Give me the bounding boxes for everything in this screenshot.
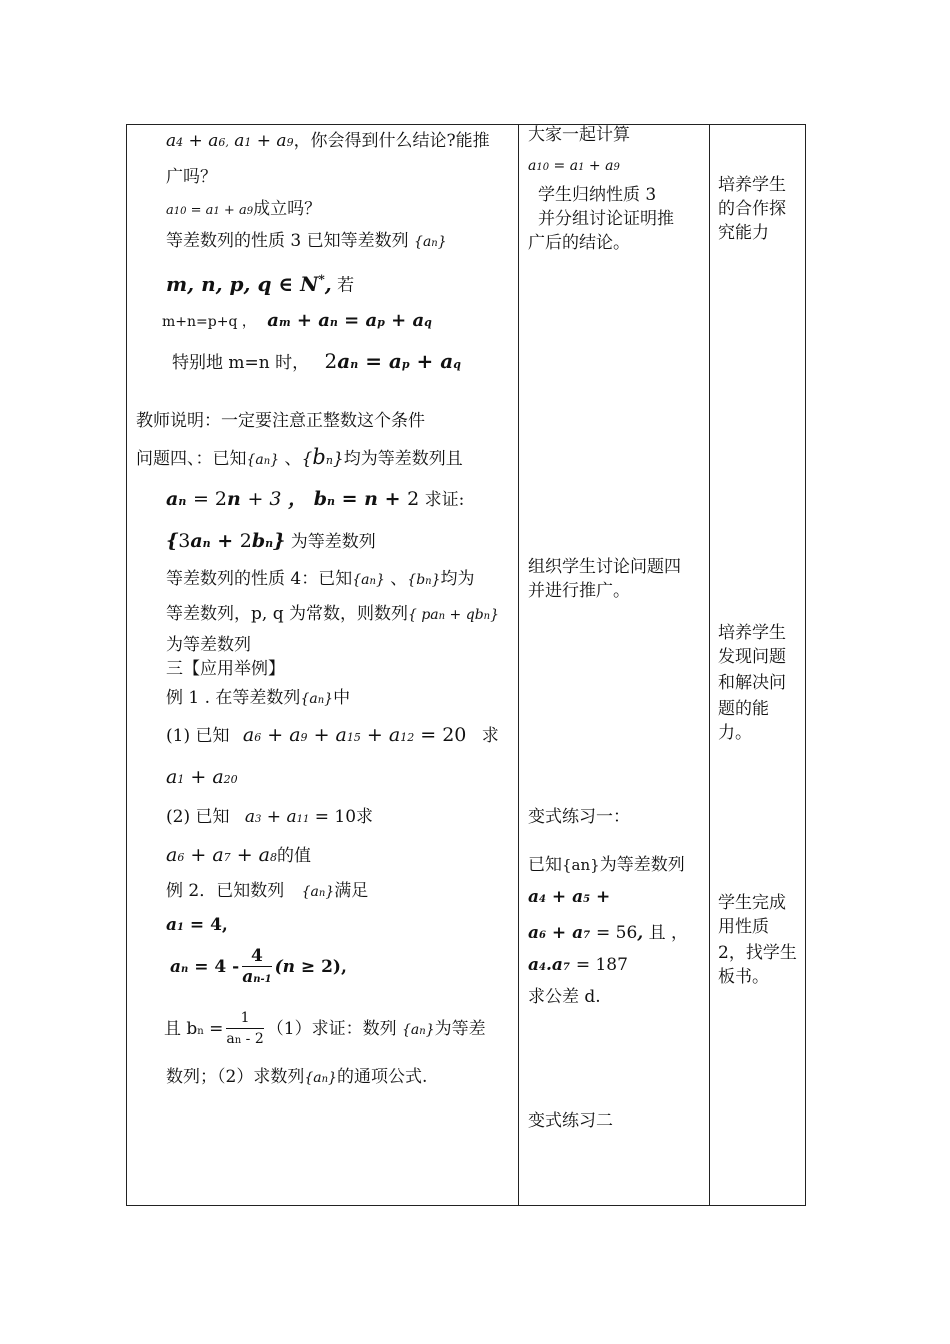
example-2-title	[166, 880, 368, 905]
variant-1-ask: 求公差 d.	[528, 987, 601, 1007]
section-title: 三【应用举例】	[166, 659, 285, 679]
goal-2-line-5: 力。	[718, 723, 752, 743]
ex1-q1-target-formula: a1 + a20	[166, 766, 238, 788]
variant-1-line-2	[528, 886, 610, 911]
ex2-b-seq: {an}	[402, 1022, 435, 1038]
example-1-q2-target	[166, 844, 311, 869]
ex2-rec-num: 4	[242, 946, 271, 967]
q4-seq-text: 为等差数列	[290, 532, 376, 552]
q4-seq-bn: {bn}	[301, 445, 344, 469]
variant-exercise-2: 变式练习二	[528, 1111, 613, 1131]
variant-1-seq: {an}	[562, 856, 600, 874]
text-line-6	[162, 310, 432, 334]
text-line-2: 广吗？	[166, 167, 217, 187]
ex1-q1-formula: a6 + a9 + a15 + a12 = 20	[242, 724, 467, 746]
text-line-4	[166, 230, 447, 255]
example-1-title	[166, 687, 350, 712]
ex2-tail: 满足	[334, 881, 369, 901]
ex2-last-text-2: 的通项公式.	[336, 1067, 428, 1087]
ex2-last-text-1: 数列；（2）求数列	[166, 1067, 305, 1087]
ex1-q1-label: (1) 已知	[166, 726, 230, 746]
example-2-bn-line	[164, 1006, 486, 1055]
question-4-line-3	[166, 530, 376, 555]
p4-seq-an: {an}	[352, 572, 385, 588]
example-2-last-line	[166, 1066, 427, 1091]
q4-seq-an: {an}	[246, 452, 280, 468]
special-case-text: 特别地 m=n 时，	[172, 353, 310, 373]
ex1-text: 例 1 . 在等差数列	[166, 688, 301, 708]
variant-1-product: a4.a7 = 187	[528, 955, 628, 975]
activity-formula-a10: a10 = a1 + a9	[528, 158, 620, 174]
q4-text-2: 均为等差数列且	[343, 449, 463, 469]
example-2-recurrence	[170, 944, 347, 993]
variant-1-line-3	[528, 922, 688, 947]
example-1-q1	[166, 724, 499, 749]
activity-conclusion: 广后的结论。	[528, 233, 630, 253]
formula-a10: a10 = a1 + a9	[166, 203, 254, 218]
line-3-text: 成立吗？	[253, 199, 322, 219]
variant-exercise-1: 变式练习一：	[528, 807, 630, 827]
question-4-line-1	[136, 446, 463, 473]
seq-an: {an}	[414, 234, 447, 250]
line-5-text: 若	[337, 275, 355, 296]
goal-2-line-4: 题的能	[718, 699, 769, 719]
ex2-b-text: （1）求证：数列	[266, 1019, 397, 1039]
property-4-line-1	[166, 568, 475, 593]
ex1-q1-ask: 求	[481, 726, 499, 746]
column-divider-2	[709, 124, 710, 1206]
p4-seq-pan-qbn: { pan + qbn}	[407, 607, 500, 623]
p4-line-2-text: 等差数列，p, q 为常数，则数列	[166, 604, 408, 624]
ex2-b-prefix: 且 bn =	[164, 1019, 224, 1039]
ex2-a1-formula: a1 = 4,	[166, 915, 228, 935]
ex2-b-fraction	[226, 1008, 263, 1051]
condition-mnpq: m+n=p+q ，	[162, 314, 256, 330]
ex2-rec-fraction	[242, 946, 271, 990]
ex1-q2-formula: a3 + a11 = 10	[244, 807, 357, 827]
formula-am-an: am + an = ap + aq	[267, 310, 432, 331]
ex1-tail: 中	[333, 688, 351, 708]
ex2-text: 例 2．已知数列	[166, 881, 285, 901]
variant-1-and: 且 ，	[648, 923, 688, 943]
activity-group-discuss: 并分组讨论证明推	[538, 209, 674, 229]
goal-1-line-3: 究能力	[718, 223, 769, 243]
p4-seq-bn: {bn}	[407, 572, 441, 588]
ex2-b-tail: 为等差	[434, 1019, 486, 1039]
ex2-b-num: 1	[226, 1008, 263, 1029]
goal-2-line-2: 发现问题	[718, 647, 786, 667]
goal-3-line-4: 板书。	[718, 967, 769, 987]
formula-mnpq: m, n, p, q ∈ N*,	[166, 271, 332, 296]
text-line-5	[166, 268, 354, 297]
q4-separator: 、	[284, 449, 302, 469]
variant-1-line-1	[528, 854, 685, 876]
example-1-q1-target	[166, 766, 238, 791]
ex2-rec-den: an-1	[242, 966, 272, 987]
variant-1-line-4	[528, 954, 628, 979]
formula-a4-a6-a1-a9: a4 + a6, a1 + a9	[166, 131, 294, 151]
column-divider-1	[518, 124, 519, 1206]
q4-formula: an = 2n + 3 ， bn = n + 2	[166, 488, 420, 510]
variant-1-text: 已知	[528, 855, 562, 875]
activity-calc-together: 大家一起计算	[528, 125, 630, 145]
line-1-text: ，你会得到什么结论?能推	[293, 131, 490, 151]
teacher-note: 教师说明：一定要注意正整数这个条件	[136, 411, 425, 431]
goal-3-line-2: 用性质	[718, 917, 769, 937]
example-2-a1	[166, 914, 228, 939]
ex2-rec-left: an = 4 -	[170, 957, 240, 977]
text-line-7	[172, 350, 461, 376]
ex1-q2-ask: 求	[356, 807, 374, 827]
formula-2an: 2an = ap + aq	[324, 349, 461, 373]
goal-2-line-3: 和解决问	[718, 673, 786, 693]
ex1-seq: {an}	[300, 691, 334, 707]
property-4-line-3: 为等差数列	[166, 635, 251, 655]
ex2-last-seq: {an}	[304, 1070, 337, 1086]
activity-generalize: 并进行推广。	[528, 581, 630, 601]
activity-q4: 组织学生讨论问题四	[528, 557, 681, 577]
p4-text-1: 等差数列的性质 4：已知	[166, 569, 353, 589]
goal-2-line-1: 培养学生	[718, 623, 786, 643]
q4-prove: 求证:	[424, 490, 465, 510]
ex1-q2-target-formula: a6 + a7 + a8	[166, 844, 277, 866]
goal-1-line-1: 培养学生	[718, 175, 786, 195]
goal-1-line-2: 的合作探	[718, 199, 786, 219]
p4-text-2: 均为	[440, 569, 475, 589]
q4-text-1: 问题四、：已知	[136, 449, 247, 469]
question-4-line-2	[166, 488, 464, 513]
ex2-b-den: an - 2	[226, 1031, 264, 1047]
text-line-3	[166, 198, 321, 223]
q4-seq-3an-2bn: {3an + 2bn}	[166, 530, 286, 552]
activity-formula	[528, 154, 620, 179]
variant-1-tail: 为等差数列	[599, 855, 685, 875]
p4-separator: 、	[390, 569, 408, 589]
example-1-q2	[166, 806, 373, 831]
text-line-1	[166, 130, 490, 154]
variant-1-a4-a5: a4 + a5 +	[528, 887, 611, 907]
ex1-q2-tail: 的值	[276, 846, 311, 866]
ex2-seq: {an}	[301, 884, 335, 900]
goal-3-line-1: 学生完成	[718, 893, 786, 913]
activity-summarize: 学生归纳性质 3	[538, 185, 657, 205]
goal-3-line-3: 2，找学生	[718, 943, 797, 963]
ex2-rec-right: (n ≥ 2),	[274, 957, 347, 977]
variant-1-a6-a7: a6 + a7 = 56,	[528, 923, 644, 943]
property-4-line-2	[166, 603, 499, 628]
property-3-text: 等差数列的性质 3 已知等差数列	[166, 231, 409, 251]
ex1-q2-label: (2) 已知	[166, 807, 230, 827]
